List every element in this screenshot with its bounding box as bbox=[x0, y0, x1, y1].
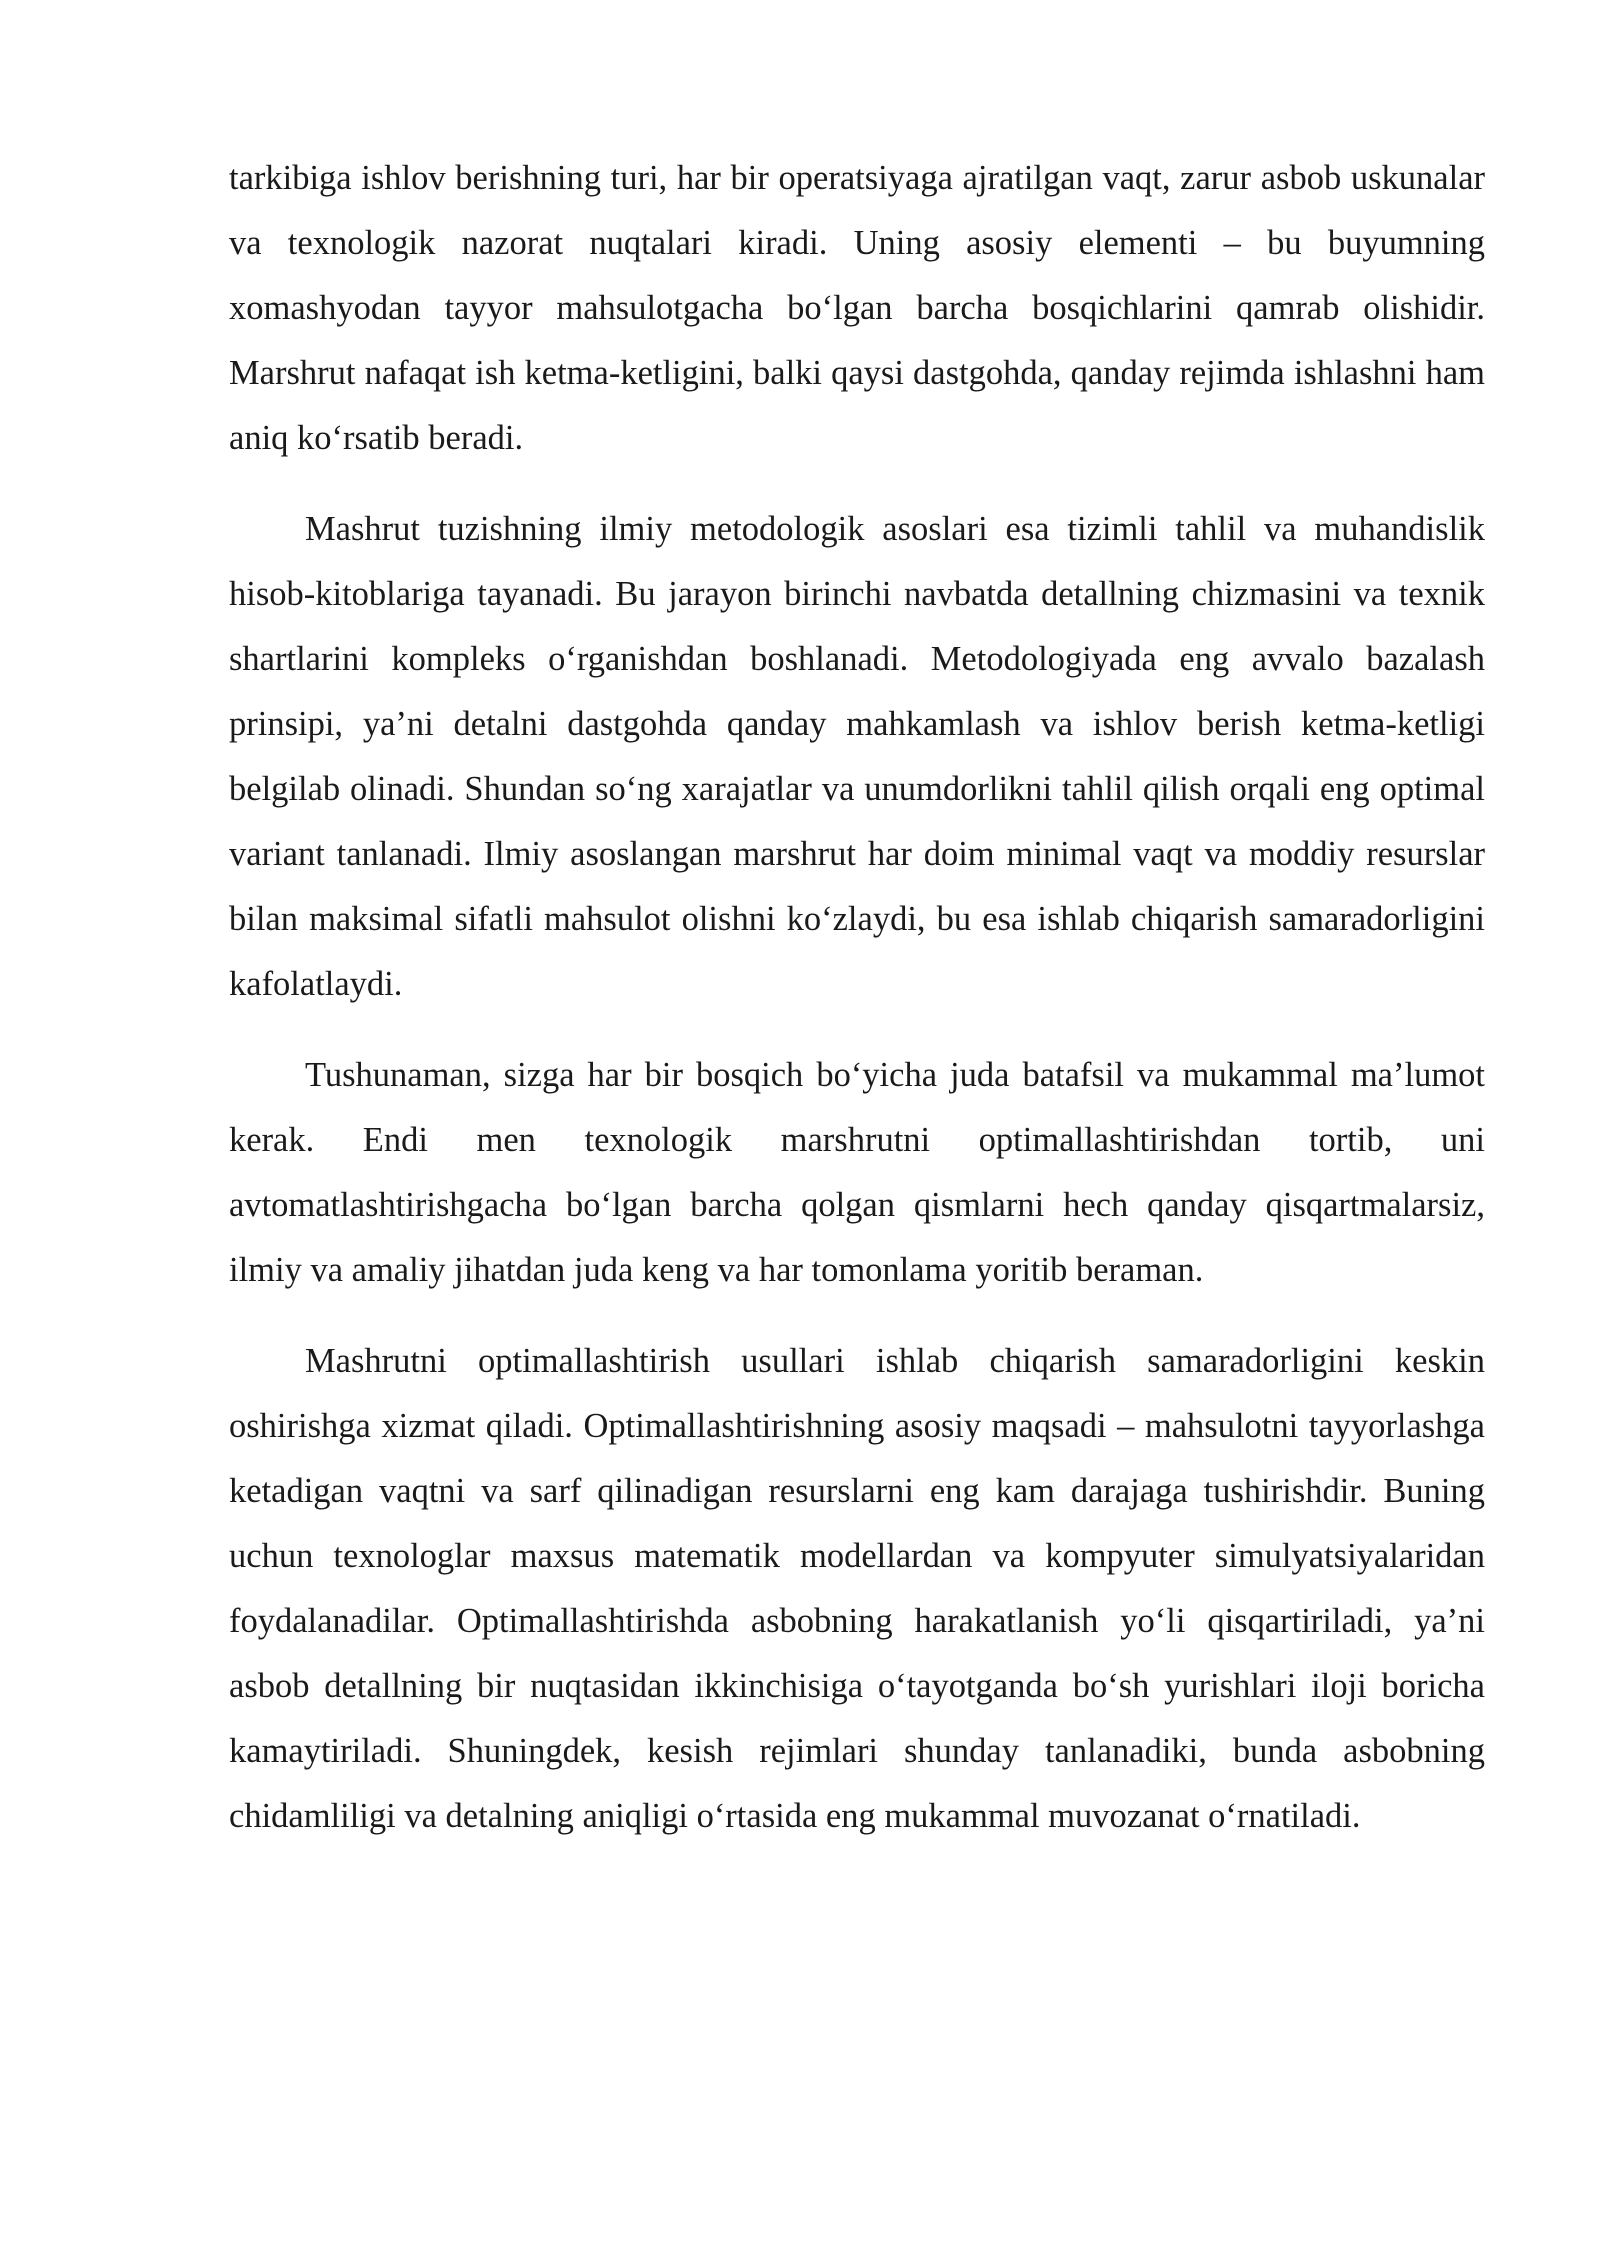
paragraph-methodology: Mashrut tuzishning ilmiy metodologik asoslari esa tizimli tahlil va muhandislik hisob-kitoblariga tayanadi. Bu jarayon birinchi navbatda detallning chizmasini va texnik shartlarini kompleks o‘rganishdan boshlanadi. Metodologiyada eng avvalo bazalash prinsipi, ya’ni detalni dastgohda qanday mahkamlash va ishlov berish ketma-ketligi belgilab olinadi. Shundan so‘ng xarajatlar va unumdorlikni tahlil qilish orqali eng optimal variant tanlanadi. Ilmiy asoslangan marshrut har doim minimal vaqt va moddiy resurslar bilan maksimal sifatli mahsulot olishni ko‘zlaydi, bu esa ishlab chiqarish samaradorligini kafolatlaydi. bbox=[229, 510, 1485, 1003]
paragraph-continuation: tarkibiga ishlov berishning turi, har bir operatsiyaga ajratilgan vaqt, zarur asbob uskunalar va texnologik nazorat nuqtalari kiradi. Uning asosiy elementi – bu buyumning xomashyodan tayyor mahsulotgacha bo‘lgan barcha bosqichlarini qamrab olishidir. Marshrut nafaqat ish ketma-ketligini, balki qaysi dastgohda, qanday rejimda ishlashni ham aniq ko‘rsatib beradi. bbox=[229, 159, 1485, 457]
paragraph-introduction: Tushunaman, sizga har bir bosqich bo‘yicha juda batafsil va mukammal ma’lumot kerak. Endi men texnologik marshrutni optimallashtirishdan tortib, uni avtomatlashtirishgacha bo‘lgan barcha qolgan qismlarni hech qanday qisqartmalarsiz, ilmiy va amaliy jihatdan juda keng va har tomonlama yoritib beraman. bbox=[229, 1056, 1485, 1289]
document-body bbox=[229, 146, 1485, 1875]
paragraph-optimization: Mashrutni optimallashtirish usullari ishlab chiqarish samaradorligini keskin oshirishga xizmat qiladi. Optimallashtirishning asosiy maqsadi – mahsulotni tayyorlashga ketadigan vaqtni va sarf qilinadigan resurslarni eng kam darajaga tushirishdir. Buning uchun texnologlar maxsus matematik modellardan va kompyuter simulyatsiyalaridan foydalanadilar. Optimallashtirishda asbobning harakatlanish yo‘li qisqartiriladi, ya’ni asbob detallning bir nuqtasidan ikkinchisiga o‘tayotganda bo‘sh yurishlari iloji boricha kamaytiriladi. Shuningdek, kesish rejimlari shunday tanlanadiki, bunda asbobning chidamliligi va detalning aniqligi o‘rtasida eng mukammal muvozanat o‘rnatiladi. bbox=[229, 1342, 1485, 1835]
